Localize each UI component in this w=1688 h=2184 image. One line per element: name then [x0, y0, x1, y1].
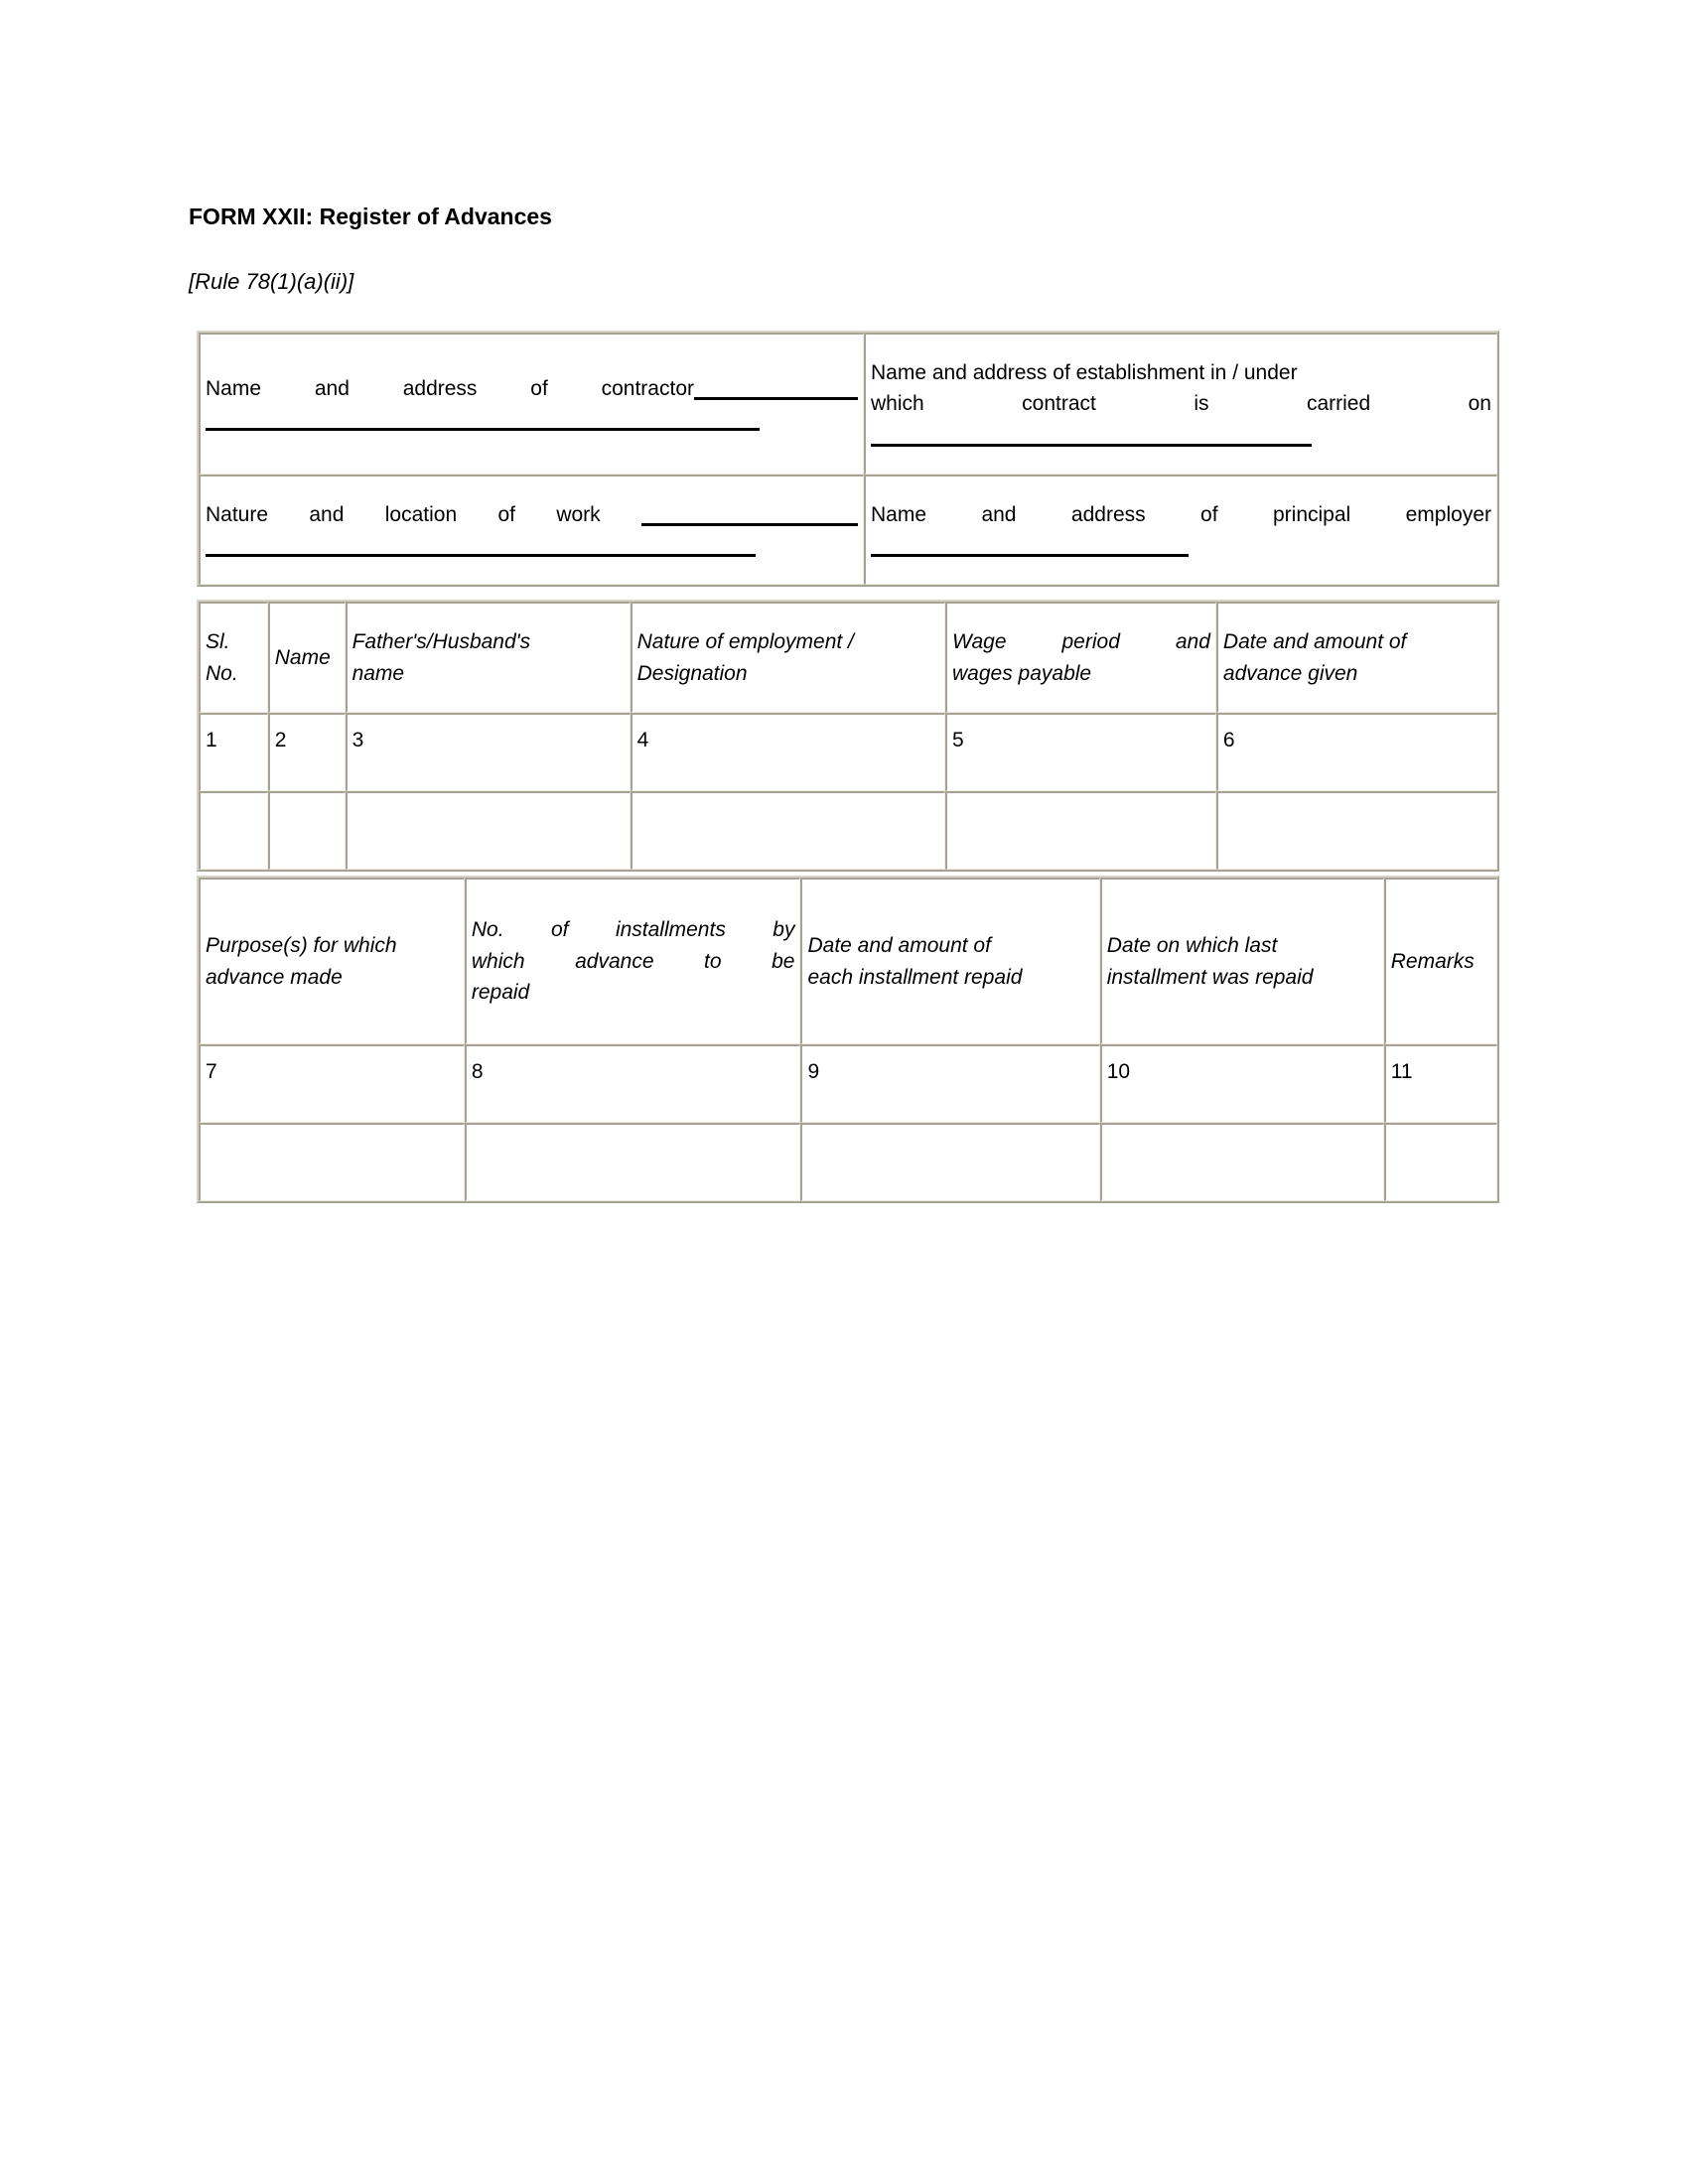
- header-text: repaid: [471, 981, 530, 1005]
- form-title: FORM XXII: Register of Advances: [189, 204, 552, 229]
- column-number: 7: [199, 1044, 465, 1123]
- table-row: [199, 333, 1497, 475]
- header-text: Purpose(s) for which: [206, 934, 397, 957]
- empty-cell: [800, 1123, 1099, 1201]
- column-number: 6: [1216, 713, 1497, 791]
- column-number: 2: [268, 713, 346, 791]
- header-text: Wage period and: [952, 630, 1210, 653]
- header-text: each installment repaid: [807, 965, 1023, 989]
- establishment-label-line1: Name and address of establishment in / under: [871, 360, 1298, 384]
- column-number: 3: [346, 713, 631, 791]
- empty-cell: [631, 791, 945, 870]
- empty-cell: [465, 1123, 801, 1201]
- empty-cell: [1384, 1123, 1497, 1201]
- header-text: Name: [274, 645, 331, 669]
- col-header-installments: [465, 878, 801, 1044]
- empty-cell: [199, 791, 268, 870]
- fill-in-row: [871, 420, 1491, 452]
- work-label: Nature and location of work: [206, 502, 601, 526]
- repayment-table: [197, 876, 1499, 1203]
- header-text: wages payable: [952, 661, 1092, 685]
- empty-cell: [945, 791, 1216, 870]
- work-label-line: [206, 499, 858, 531]
- contractor-label-line: [206, 373, 858, 405]
- empty-cell: [1100, 1123, 1384, 1201]
- column-number: 9: [800, 1044, 1099, 1123]
- establishment-label-line2: which contract is carried on: [871, 392, 1491, 416]
- principal-employer-cell: [864, 475, 1497, 585]
- fill-in-line: [206, 554, 756, 557]
- column-number: 4: [631, 713, 945, 791]
- col-header-remarks: [1384, 878, 1497, 1044]
- column-number: 5: [945, 713, 1216, 791]
- column-number: 11: [1384, 1044, 1497, 1123]
- header-text: advance made: [206, 965, 343, 989]
- header-row: [199, 602, 1497, 713]
- header-text: name: [352, 661, 405, 685]
- fill-in-line: [694, 397, 858, 400]
- col-header-installment-repaid: [800, 878, 1099, 1044]
- column-number: 8: [465, 1044, 801, 1123]
- empty-cell: [346, 791, 631, 870]
- empty-cell: [268, 791, 346, 870]
- header-text: No.: [206, 661, 238, 685]
- contractor-label: Name and address of contractor: [206, 376, 694, 400]
- col-header-wage-period: [945, 602, 1216, 713]
- fill-in-row: [206, 404, 858, 436]
- register-table: [197, 600, 1499, 872]
- column-number: 10: [1100, 1044, 1384, 1123]
- header-text: Date and amount of: [1222, 630, 1407, 653]
- header-text: installment was repaid: [1106, 965, 1314, 989]
- col-header-advance-given: [1216, 602, 1497, 713]
- column-number-row: [199, 1044, 1497, 1123]
- header-text: Sl.: [206, 630, 230, 653]
- header-text: Designation: [636, 661, 748, 685]
- rule-reference: [Rule 78(1)(a)(ii)]: [189, 269, 354, 294]
- empty-cell: [1216, 791, 1497, 870]
- header-row: [199, 878, 1497, 1044]
- fill-in-line: [871, 554, 1189, 557]
- col-header-employment: [631, 602, 945, 713]
- header-text: Nature of employment /: [636, 630, 854, 653]
- header-text: advance given: [1222, 661, 1358, 685]
- header-text: Father's/Husband's: [352, 630, 531, 653]
- empty-entry-row: [199, 791, 1497, 870]
- principal-employer-label: Name and address of principal employer: [871, 502, 1491, 526]
- empty-cell: [199, 1123, 465, 1201]
- info-table: [197, 331, 1499, 587]
- col-header-purpose: [199, 878, 465, 1044]
- header-text: Date on which last: [1106, 934, 1278, 957]
- work-nature-cell: [199, 475, 864, 585]
- header-text: No. of installments by: [471, 918, 795, 942]
- establishment-name-cell: [864, 333, 1497, 475]
- fill-in-line: [871, 444, 1312, 447]
- fill-in-row: [871, 530, 1491, 562]
- col-header-sl-no: [199, 602, 268, 713]
- col-header-last-installment: [1100, 878, 1384, 1044]
- col-header-name: [268, 602, 346, 713]
- empty-entry-row: [199, 1123, 1497, 1201]
- table-row: [199, 475, 1497, 585]
- fill-in-row: [206, 530, 858, 562]
- contractor-name-cell: [199, 333, 864, 475]
- col-header-father-husband-name: [346, 602, 631, 713]
- header-text: which advance to be: [471, 949, 795, 973]
- fill-in-line: [206, 428, 760, 431]
- header-text: Date and amount of: [807, 934, 991, 957]
- header-text: Remarks: [1390, 949, 1475, 973]
- column-number-row: [199, 713, 1497, 791]
- column-number: 1: [199, 713, 268, 791]
- fill-in-line: [641, 523, 858, 526]
